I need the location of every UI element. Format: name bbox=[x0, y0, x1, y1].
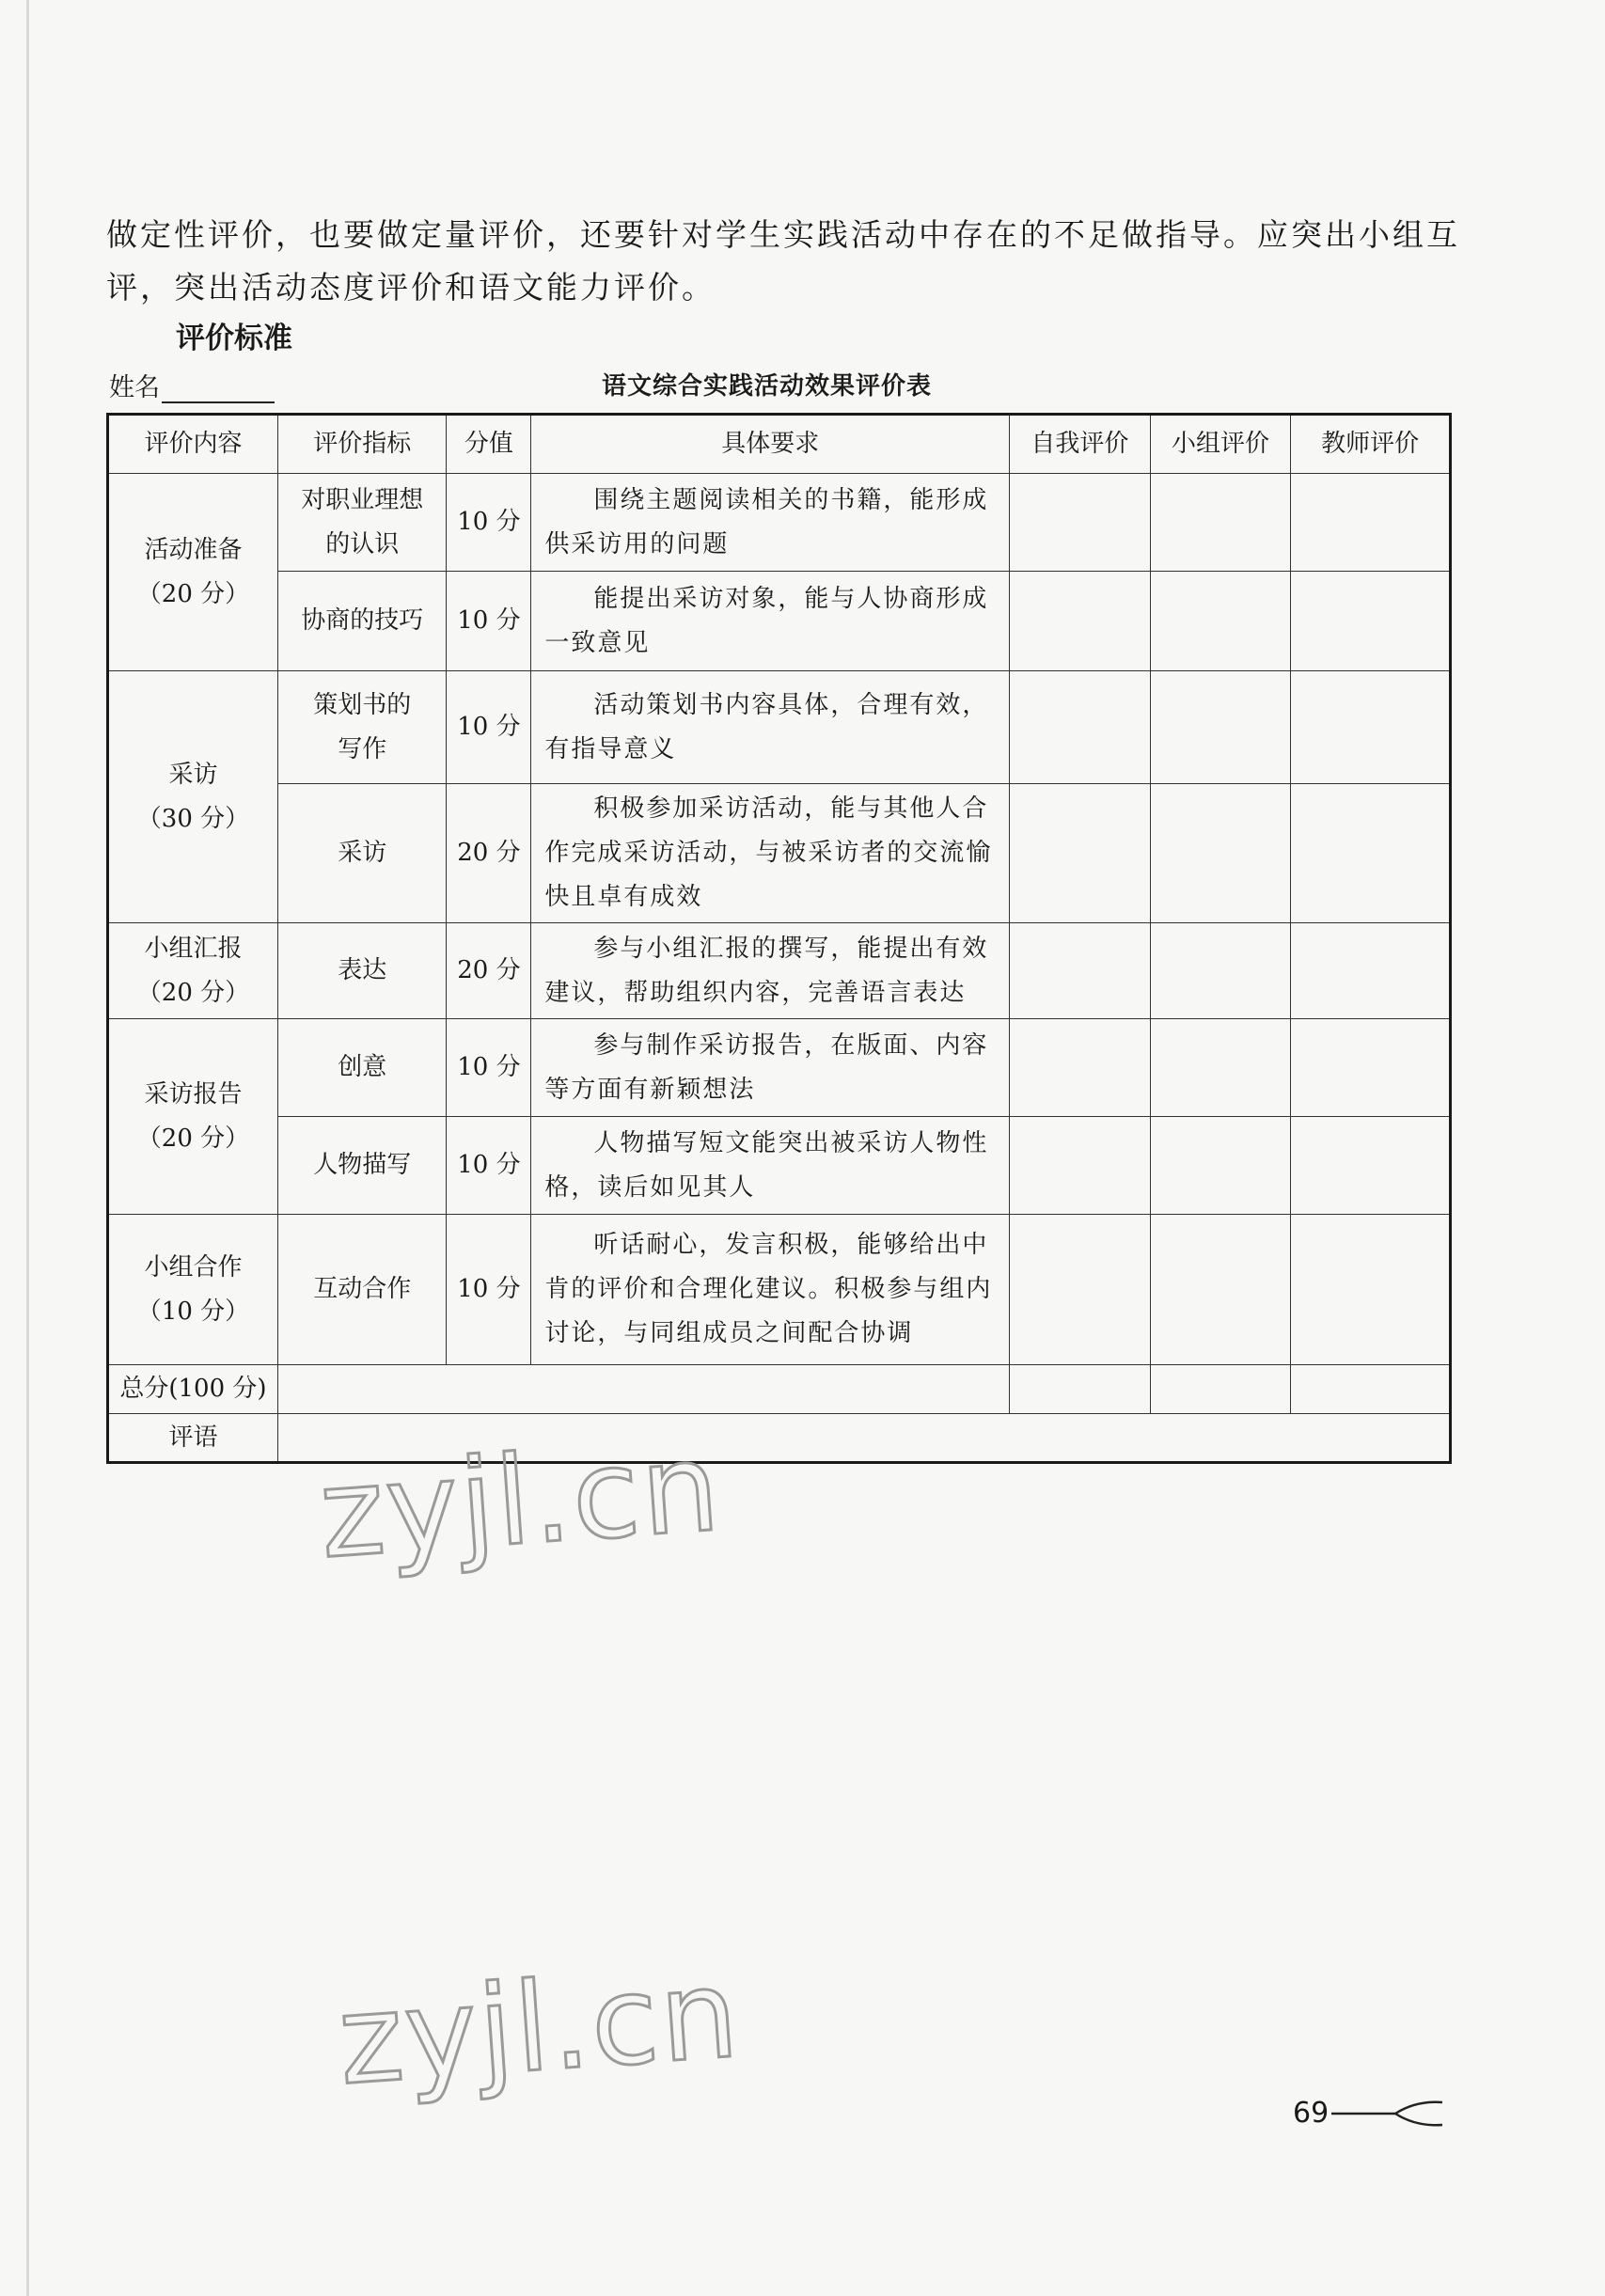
header-cell: 分值 bbox=[447, 415, 531, 474]
indicator-cell: 表达 bbox=[277, 923, 447, 1019]
score-cell: 10 分 bbox=[447, 1215, 531, 1365]
self-eval-cell[interactable] bbox=[1010, 671, 1151, 784]
requirement-cell bbox=[531, 1215, 1010, 1365]
score-cell: 10 分 bbox=[447, 572, 531, 671]
teacher-eval-cell[interactable] bbox=[1291, 1019, 1451, 1117]
requirement-cell bbox=[531, 1117, 1010, 1215]
content-cell bbox=[108, 671, 278, 923]
total-row bbox=[108, 1365, 1451, 1414]
score-cell: 20 分 bbox=[447, 784, 531, 923]
table-row bbox=[108, 1215, 1451, 1365]
total-teacher-cell[interactable] bbox=[1291, 1365, 1451, 1414]
content-cell bbox=[108, 1019, 278, 1215]
requirement-cell bbox=[531, 572, 1010, 671]
table-header bbox=[108, 415, 1451, 474]
indicator-text: 写作 bbox=[338, 734, 387, 763]
self-eval-cell[interactable] bbox=[1010, 1117, 1151, 1215]
requirement-text: 围绕主题阅读相关的书籍，能形成供采访用的问题 bbox=[544, 485, 989, 558]
watermark: zyjl.cn bbox=[315, 1415, 726, 1586]
page-number: 69 bbox=[1293, 2097, 1330, 2130]
total-self-cell[interactable] bbox=[1010, 1365, 1151, 1414]
table-row bbox=[108, 1117, 1451, 1215]
table-title: 语文综合实践活动效果评价表 bbox=[602, 372, 933, 401]
content-score: （20 分） bbox=[136, 1124, 250, 1153]
self-eval-cell[interactable] bbox=[1010, 474, 1151, 572]
score-cell: 10 分 bbox=[447, 474, 531, 572]
indicator-text: 策划书的 bbox=[313, 690, 412, 719]
total-value-cell[interactable] bbox=[277, 1365, 1009, 1414]
table-row bbox=[108, 923, 1451, 1019]
requirement-cell bbox=[531, 474, 1010, 572]
teacher-eval-cell[interactable] bbox=[1291, 1215, 1451, 1365]
content-label: 小组汇报 bbox=[144, 934, 243, 963]
content-label: 采访 bbox=[168, 760, 218, 789]
indicator-text: 的认识 bbox=[325, 529, 400, 558]
requirement-text: 参与制作采访报告，在版面、内容等方面有新颖想法 bbox=[544, 1030, 989, 1104]
header-cell: 具体要求 bbox=[531, 415, 1010, 474]
requirement-cell bbox=[531, 784, 1010, 923]
group-eval-cell[interactable] bbox=[1150, 923, 1291, 1019]
section-title: 评价标准 bbox=[176, 322, 292, 355]
table-row bbox=[108, 474, 1451, 572]
content-label: 小组合作 bbox=[144, 1252, 243, 1282]
content-cell bbox=[108, 923, 278, 1019]
score-cell: 10 分 bbox=[447, 671, 531, 784]
teacher-eval-cell[interactable] bbox=[1291, 474, 1451, 572]
requirement-text: 听话耐心，发言积极，能够给出中肯的评价和合理化建议。积极参与组内讨论，与同组成员之间配合协调 bbox=[544, 1231, 993, 1347]
comment-label: 评语 bbox=[108, 1414, 278, 1463]
comment-row bbox=[108, 1414, 1451, 1463]
requirement-text: 积极参加采访活动，能与其他人合作完成采访活动，与被采访者的交流愉快且卓有成效 bbox=[544, 794, 993, 911]
score-cell: 20 分 bbox=[447, 923, 531, 1019]
score-cell: 10 分 bbox=[447, 1117, 531, 1215]
content-cell bbox=[108, 1215, 278, 1365]
table-row bbox=[108, 572, 1451, 671]
self-eval-cell[interactable] bbox=[1010, 923, 1151, 1019]
requirement-text: 活动策划书内容具体，合理有效，有指导意义 bbox=[544, 690, 989, 763]
total-label: 总分(100 分) bbox=[108, 1365, 278, 1414]
teacher-eval-cell[interactable] bbox=[1291, 923, 1451, 1019]
requirement-cell bbox=[531, 923, 1010, 1019]
name-blank-line bbox=[162, 379, 275, 403]
score-cell: 10 分 bbox=[447, 1019, 531, 1117]
indicator-cell: 采访 bbox=[277, 784, 447, 923]
group-eval-cell[interactable] bbox=[1150, 671, 1291, 784]
table-row bbox=[108, 1019, 1451, 1117]
name-field bbox=[109, 367, 275, 403]
evaluation-table bbox=[106, 413, 1452, 1464]
group-eval-cell[interactable] bbox=[1150, 474, 1291, 572]
header-cell: 评价指标 bbox=[277, 415, 447, 474]
self-eval-cell[interactable] bbox=[1010, 1019, 1151, 1117]
page-edge bbox=[26, 0, 29, 2296]
page-decoration-icon bbox=[1331, 2099, 1454, 2127]
total-group-cell[interactable] bbox=[1150, 1365, 1291, 1414]
indicator-cell: 互动合作 bbox=[277, 1215, 447, 1365]
indicator-cell bbox=[277, 671, 447, 784]
indicator-cell bbox=[277, 474, 447, 572]
indicator-cell: 创意 bbox=[277, 1019, 447, 1117]
group-eval-cell[interactable] bbox=[1150, 572, 1291, 671]
table-row bbox=[108, 784, 1451, 923]
group-eval-cell[interactable] bbox=[1150, 1117, 1291, 1215]
self-eval-cell[interactable] bbox=[1010, 572, 1151, 671]
content-label: 采访报告 bbox=[144, 1079, 243, 1109]
self-eval-cell[interactable] bbox=[1010, 784, 1151, 923]
teacher-eval-cell[interactable] bbox=[1291, 784, 1451, 923]
teacher-eval-cell[interactable] bbox=[1291, 671, 1451, 784]
self-eval-cell[interactable] bbox=[1010, 1215, 1151, 1365]
content-score: （20 分） bbox=[136, 579, 250, 608]
header-cell: 小组评价 bbox=[1150, 415, 1291, 474]
content-cell bbox=[108, 474, 278, 671]
header-cell: 评价内容 bbox=[108, 415, 278, 474]
header-cell: 教师评价 bbox=[1291, 415, 1451, 474]
header-cell: 自我评价 bbox=[1010, 415, 1151, 474]
watermark: zyjl.cn bbox=[334, 1942, 745, 2113]
requirement-cell bbox=[531, 1019, 1010, 1117]
indicator-text: 对职业理想 bbox=[301, 485, 424, 514]
requirement-text: 参与小组汇报的撰写，能提出有效建议，帮助组织内容，完善语言表达 bbox=[544, 934, 989, 1007]
requirement-text: 能提出采访对象，能与人协商形成一致意见 bbox=[544, 584, 989, 657]
requirement-cell bbox=[531, 671, 1010, 784]
teacher-eval-cell[interactable] bbox=[1291, 572, 1451, 671]
name-label: 姓名 bbox=[109, 373, 160, 402]
indicator-cell: 人物描写 bbox=[277, 1117, 447, 1215]
content-score: （20 分） bbox=[136, 978, 250, 1007]
table-row bbox=[108, 671, 1451, 784]
intro-paragraph: 做定性评价，也要做定量评价，还要针对学生实践活动中存在的不足做指导。应突出小组互评，突出活动态度评价和语文能力评价。 bbox=[106, 216, 1460, 306]
content-score: （30 分） bbox=[136, 804, 250, 833]
content-label: 活动准备 bbox=[144, 535, 243, 564]
group-eval-cell[interactable] bbox=[1150, 784, 1291, 923]
content-score: （10 分） bbox=[136, 1297, 250, 1326]
teacher-eval-cell[interactable] bbox=[1291, 1117, 1451, 1215]
indicator-cell: 协商的技巧 bbox=[277, 572, 447, 671]
group-eval-cell[interactable] bbox=[1150, 1019, 1291, 1117]
requirement-text: 人物描写短文能突出被采访人物性格，读后如见其人 bbox=[544, 1128, 989, 1202]
group-eval-cell[interactable] bbox=[1150, 1215, 1291, 1365]
